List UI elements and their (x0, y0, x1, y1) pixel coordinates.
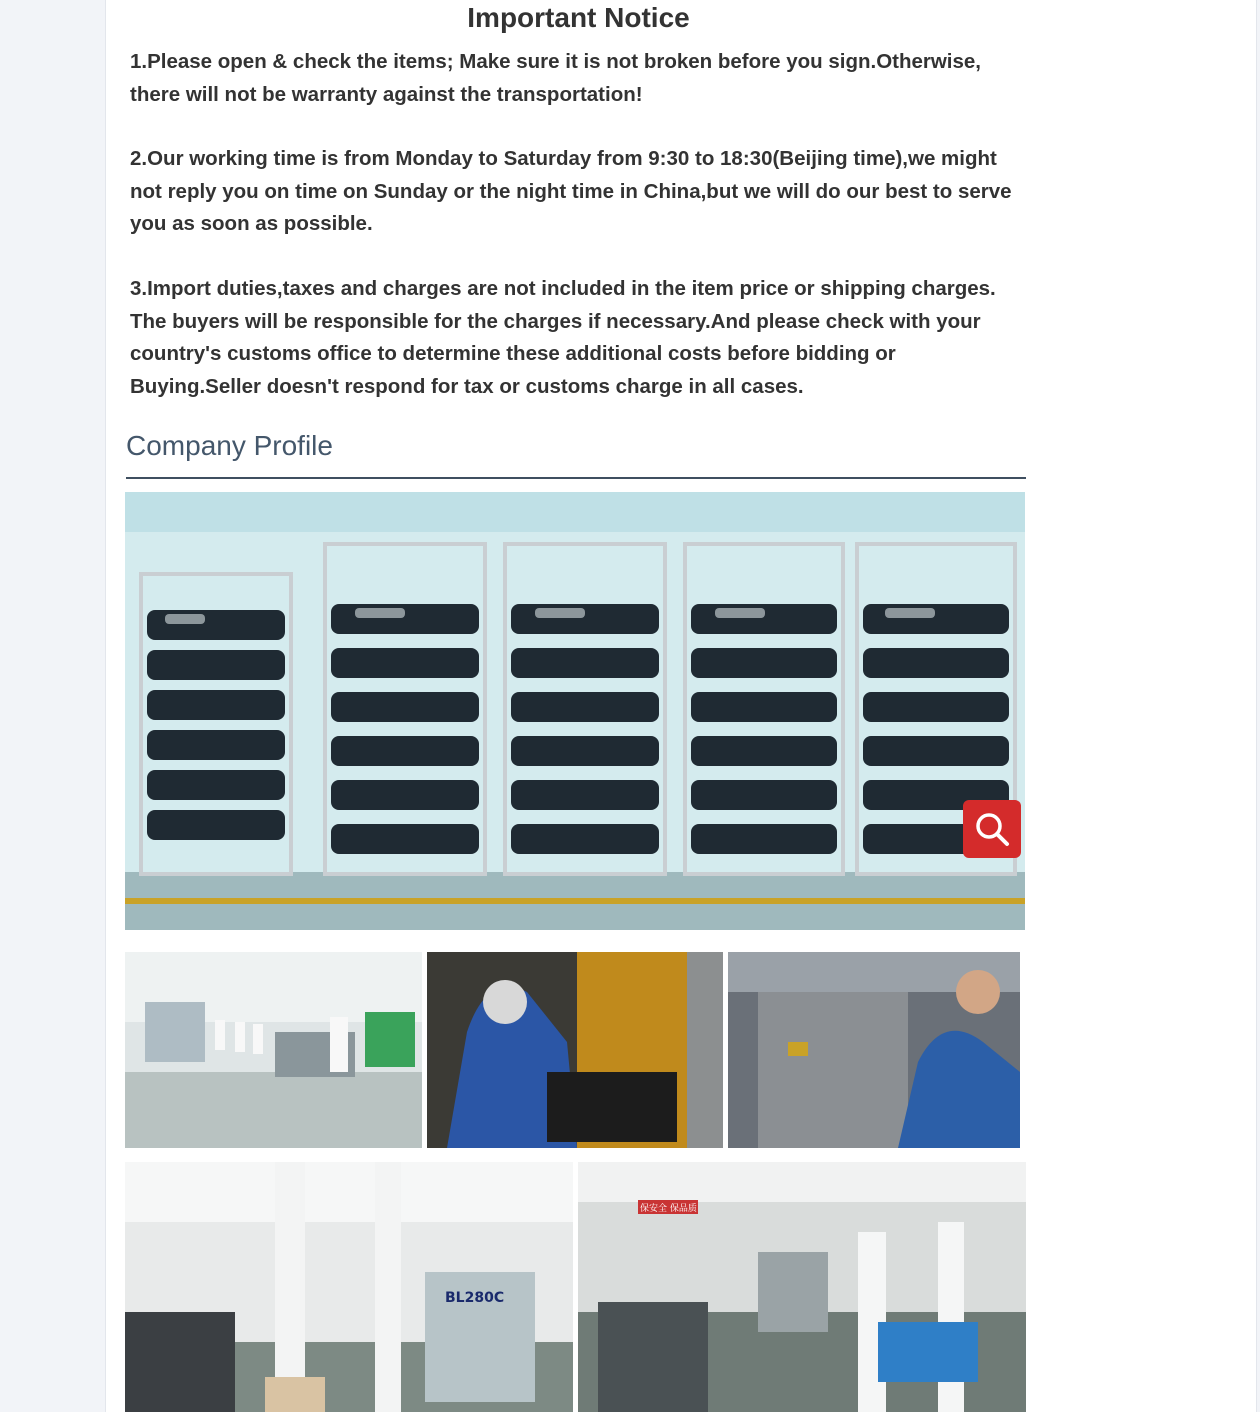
notice-paragraph-2: 2.Our working time is from Monday to Saturday from 9:30 to 18:30(Beijing time),we might not reply you on time on Sunday or the night time in China,but we will do our best to serve you as soon as possible. (130, 147, 1012, 235)
factory-banner: 保安全 保品质 (640, 1204, 697, 1214)
product-description-page (105, 0, 1257, 1412)
zoom-button[interactable] (963, 800, 1021, 858)
assembly-line-photo[interactable] (125, 952, 422, 1148)
heading-divider (126, 477, 1026, 479)
worker-coating-photo[interactable] (427, 952, 723, 1148)
machine-operator-photo[interactable] (728, 952, 1020, 1148)
warehouse-racks-photo[interactable] (125, 492, 1025, 930)
notice-paragraph-3: 3.Import duties,taxes and charges are not included in the item price or shipping charges. The buyers will be responsible for the charges if necessary.And please check with your country's customs office to determine these additional costs before bidding or Buying.Seller doesn't respond for tax or customs charge in all cases. (130, 277, 996, 398)
notice-title: Important Notice (467, 2, 690, 33)
notice-paragraph-1: 1.Please open & check the items; Make sure it is not broken before you sign.Otherwise, there will not be warranty against the transportation! (130, 50, 982, 106)
magnifier-icon (972, 809, 1012, 849)
factory-floor-photo-2[interactable] (578, 1162, 1026, 1412)
company-profile-heading: Company Profile (126, 430, 333, 461)
factory-floor-photo-1[interactable] (125, 1162, 573, 1412)
machine-label: BL280C (445, 1290, 505, 1306)
